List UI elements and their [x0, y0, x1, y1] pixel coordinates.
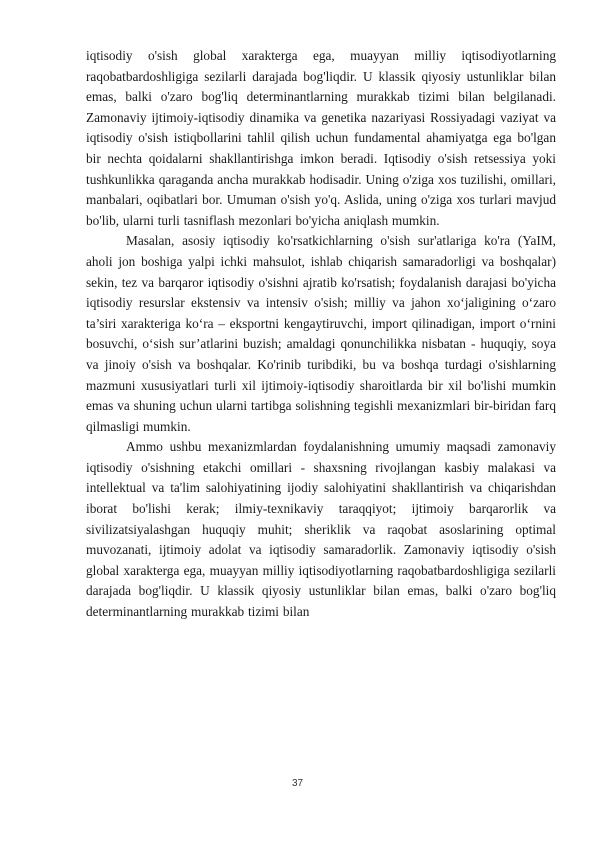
paragraph-3: Ammo ushbu mexanizmlardan foydalanishning umumiy maqsadi zamonaviy iqtisodiy o'sishning etakchi omillari - shaxsning rivojlangan kasbiy malakasi va intellektual va ta'lim salohiyatining ijodiy salohiyatini shakllantirish va chiqarishdan iborat bo'lishi kerak; ilmiy-texnikaviy taraqqiyot; ijtimoiy barqarorlik va sivilizatsiyalashgan huquqiy muhit; sheriklik va raqobat asoslarining optimal muvozanati, ijtimoiy adolat va iqtisodiy samaradorlik. Zamonaviy iqtisodiy o'sish global xarakterga ega, muayyan milliy iqtisodiyotlarning raqobatbardoshligiga sezilarli darajada bog'liqdir. U klassik qiyosiy ustunliklar bilan emas, balki o'zaro bog'liq determinantlarning murakkab tizimi bilan — [86, 439, 556, 620]
page-number: 37 — [291, 778, 304, 789]
paragraph-2: Masalan, asosiy iqtisodiy ko'rsatkichlarning o'sish sur'atlariga ko'ra (YaIM, aholi jon boshiga yalpi ichki mahsulot, ishlab chiqarish samaradorligi va boshqalar) sekin, tez va barqaror iqtisodiy o'sishni ajratib ko'rsatish; foydalanish darajasi bo'yicha iqtisodiy resurslar ekstensiv va intensiv o'sish; milliy va jahon xo‘jaligining o‘zaro ta’siri xarakteriga ko‘ra – eksportni kengaytiruvchi, import qilinadigan, import o‘rnini bosuvchi, o‘sish sur’atlarini buzish; amaldagi qonunchilikka nisbatan - huquqiy, soya va jinoiy o'sish va boshqalar. Ko'rinib turibdiki, bu va boshqa turdagi o'sishlarning mazmuni xususiyatlari turli xil ijtimoiy-iqtisodiy sharoitlarda bir xil bo'lishi mumkin emas va shuning uchun ularni tartibga solishning tegishli mexanizmlari bir-biridan farq qilmasligi mumkin. — [86, 233, 556, 434]
paragraph-1: iqtisodiy o'sish global xarakterga ega, muayyan milliy iqtisodiyotlarning raqobatbardoshligiga sezilarli darajada bog'liqdir. U klassik qiyosiy ustunliklar bilan emas, balki o'zaro bog'liq determinantlarning murakkab tizimi bilan belgilanadi. Zamonaviy ijtimoiy-iqtisodiy dinamika va genetika nazariyasi Rossiyadagi vaziyat va iqtisodiy o'sish istiqbollarini tahlil qilish uchun fundamental ahamiyatga ega bo'lgan bir nechta qoidalarni shakllantirishga imkon beradi. Iqtisodiy o'sish retsessiya yoki tushkunlikka qaraganda ancha murakkab hodisadir. Uning o'ziga xos tuzilishi, omillari, manbalari, oqibatlari bor. Umuman o'sish yo'q. Aslida, uning o'ziga xos turlari mavjud bo'lib, ularni turli tasniflash mezonlari bo'yicha aniqlash mumkin. — [86, 48, 556, 228]
page-body — [86, 46, 556, 623]
